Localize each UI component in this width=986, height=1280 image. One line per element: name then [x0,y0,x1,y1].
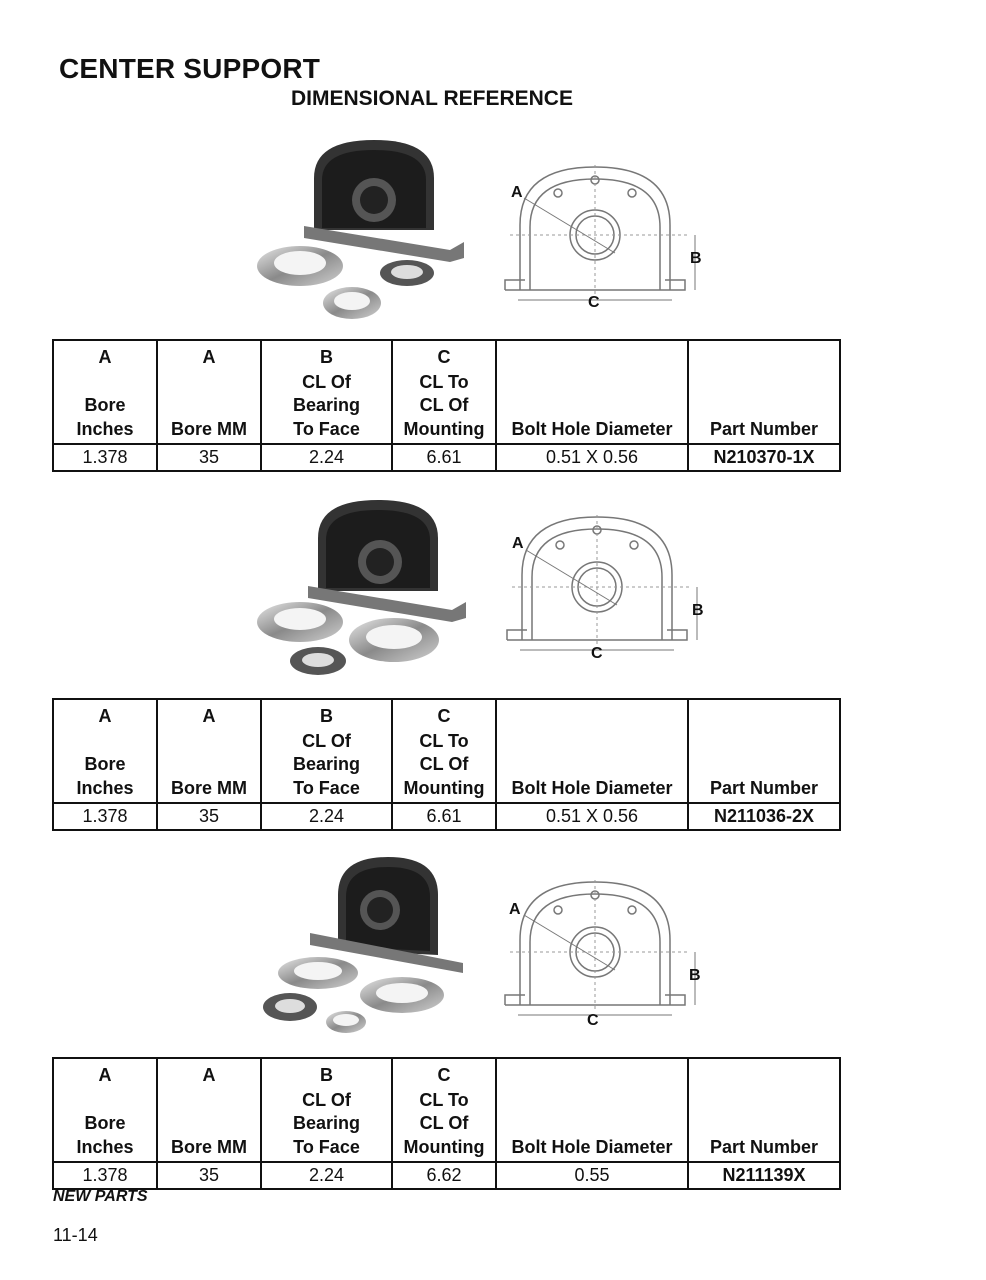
diagram-label-a: A [512,535,524,552]
table-row [53,444,840,471]
center-support-bearing-photo-1 [252,138,482,328]
header-cl-mounting: C CL To CL Of Mounting [392,1058,496,1162]
header-part-number: Part Number [688,340,840,444]
header-bore-mm: A Bore MM [157,699,261,803]
spec-table-1 [52,339,841,472]
header-bore-mm: A Bore MM [157,340,261,444]
cell-bore-inches: 1.378 [53,1162,157,1189]
dimension-diagram-1 [500,165,710,315]
header-cl-mounting: C CL To CL Of Mounting [392,699,496,803]
table-header-row [53,340,840,444]
cell-cl-mounting: 6.62 [392,1162,496,1189]
diagram-label-b: B [689,967,701,984]
center-support-bearing-photo-3 [258,855,473,1040]
header-cl-bearing-face: B CL Of Bearing To Face [261,1058,392,1162]
cell-part-number: N211036-2X [688,803,840,830]
diagram-label-c: C [591,645,603,662]
cell-part-number: N211139X [688,1162,840,1189]
diagram-label-c: C [588,294,600,311]
diagram-label-b: B [692,602,704,619]
header-bore-inches: A Bore Inches [53,1058,157,1162]
spec-table-2 [52,698,841,831]
page-title: CENTER SUPPORT [59,53,321,84]
table-header-row [53,1058,840,1162]
cell-cl-bearing-face: 2.24 [261,1162,392,1189]
cell-bore-mm: 35 [157,803,261,830]
cell-cl-mounting: 6.61 [392,803,496,830]
cell-part-number: N210370-1X [688,444,840,471]
header-cl-bearing-face: B CL Of Bearing To Face [261,699,392,803]
header-bore-inches: A Bore Inches [53,699,157,803]
cell-bore-inches: 1.378 [53,444,157,471]
diagram-label-a: A [509,901,521,918]
table-row [53,1162,840,1189]
cell-bore-mm: 35 [157,1162,261,1189]
header-bolt-hole: Bolt Hole Diameter [496,1058,688,1162]
cell-cl-bearing-face: 2.24 [261,444,392,471]
center-support-bearing-photo-2 [252,496,482,686]
header-bore-inches: A Bore Inches [53,340,157,444]
page-subtitle: DIMENSIONAL REFERENCE [291,87,573,110]
header-cl-bearing-face: B CL Of Bearing To Face [261,340,392,444]
spec-table-3 [52,1057,841,1190]
cell-bolt-hole: 0.51 X 0.56 [496,803,688,830]
header-part-number: Part Number [688,699,840,803]
cell-cl-mounting: 6.61 [392,444,496,471]
page-number: 11-14 [53,1225,98,1245]
new-parts-note: NEW PARTS [53,1188,148,1205]
dimension-diagram-3 [500,880,710,1030]
header-part-number: Part Number [688,1058,840,1162]
table-header-row [53,699,840,803]
cell-bolt-hole: 0.55 [496,1162,688,1189]
dimension-diagram-2 [502,515,712,665]
header-cl-mounting: C CL To CL Of Mounting [392,340,496,444]
header-bolt-hole: Bolt Hole Diameter [496,340,688,444]
cell-cl-bearing-face: 2.24 [261,803,392,830]
diagram-label-a: A [511,184,523,201]
cell-bore-mm: 35 [157,444,261,471]
cell-bore-inches: 1.378 [53,803,157,830]
cell-bolt-hole: 0.51 X 0.56 [496,444,688,471]
header-bore-mm: A Bore MM [157,1058,261,1162]
table-row [53,803,840,830]
diagram-label-b: B [690,250,702,267]
header-bolt-hole: Bolt Hole Diameter [496,699,688,803]
diagram-label-c: C [587,1012,599,1029]
